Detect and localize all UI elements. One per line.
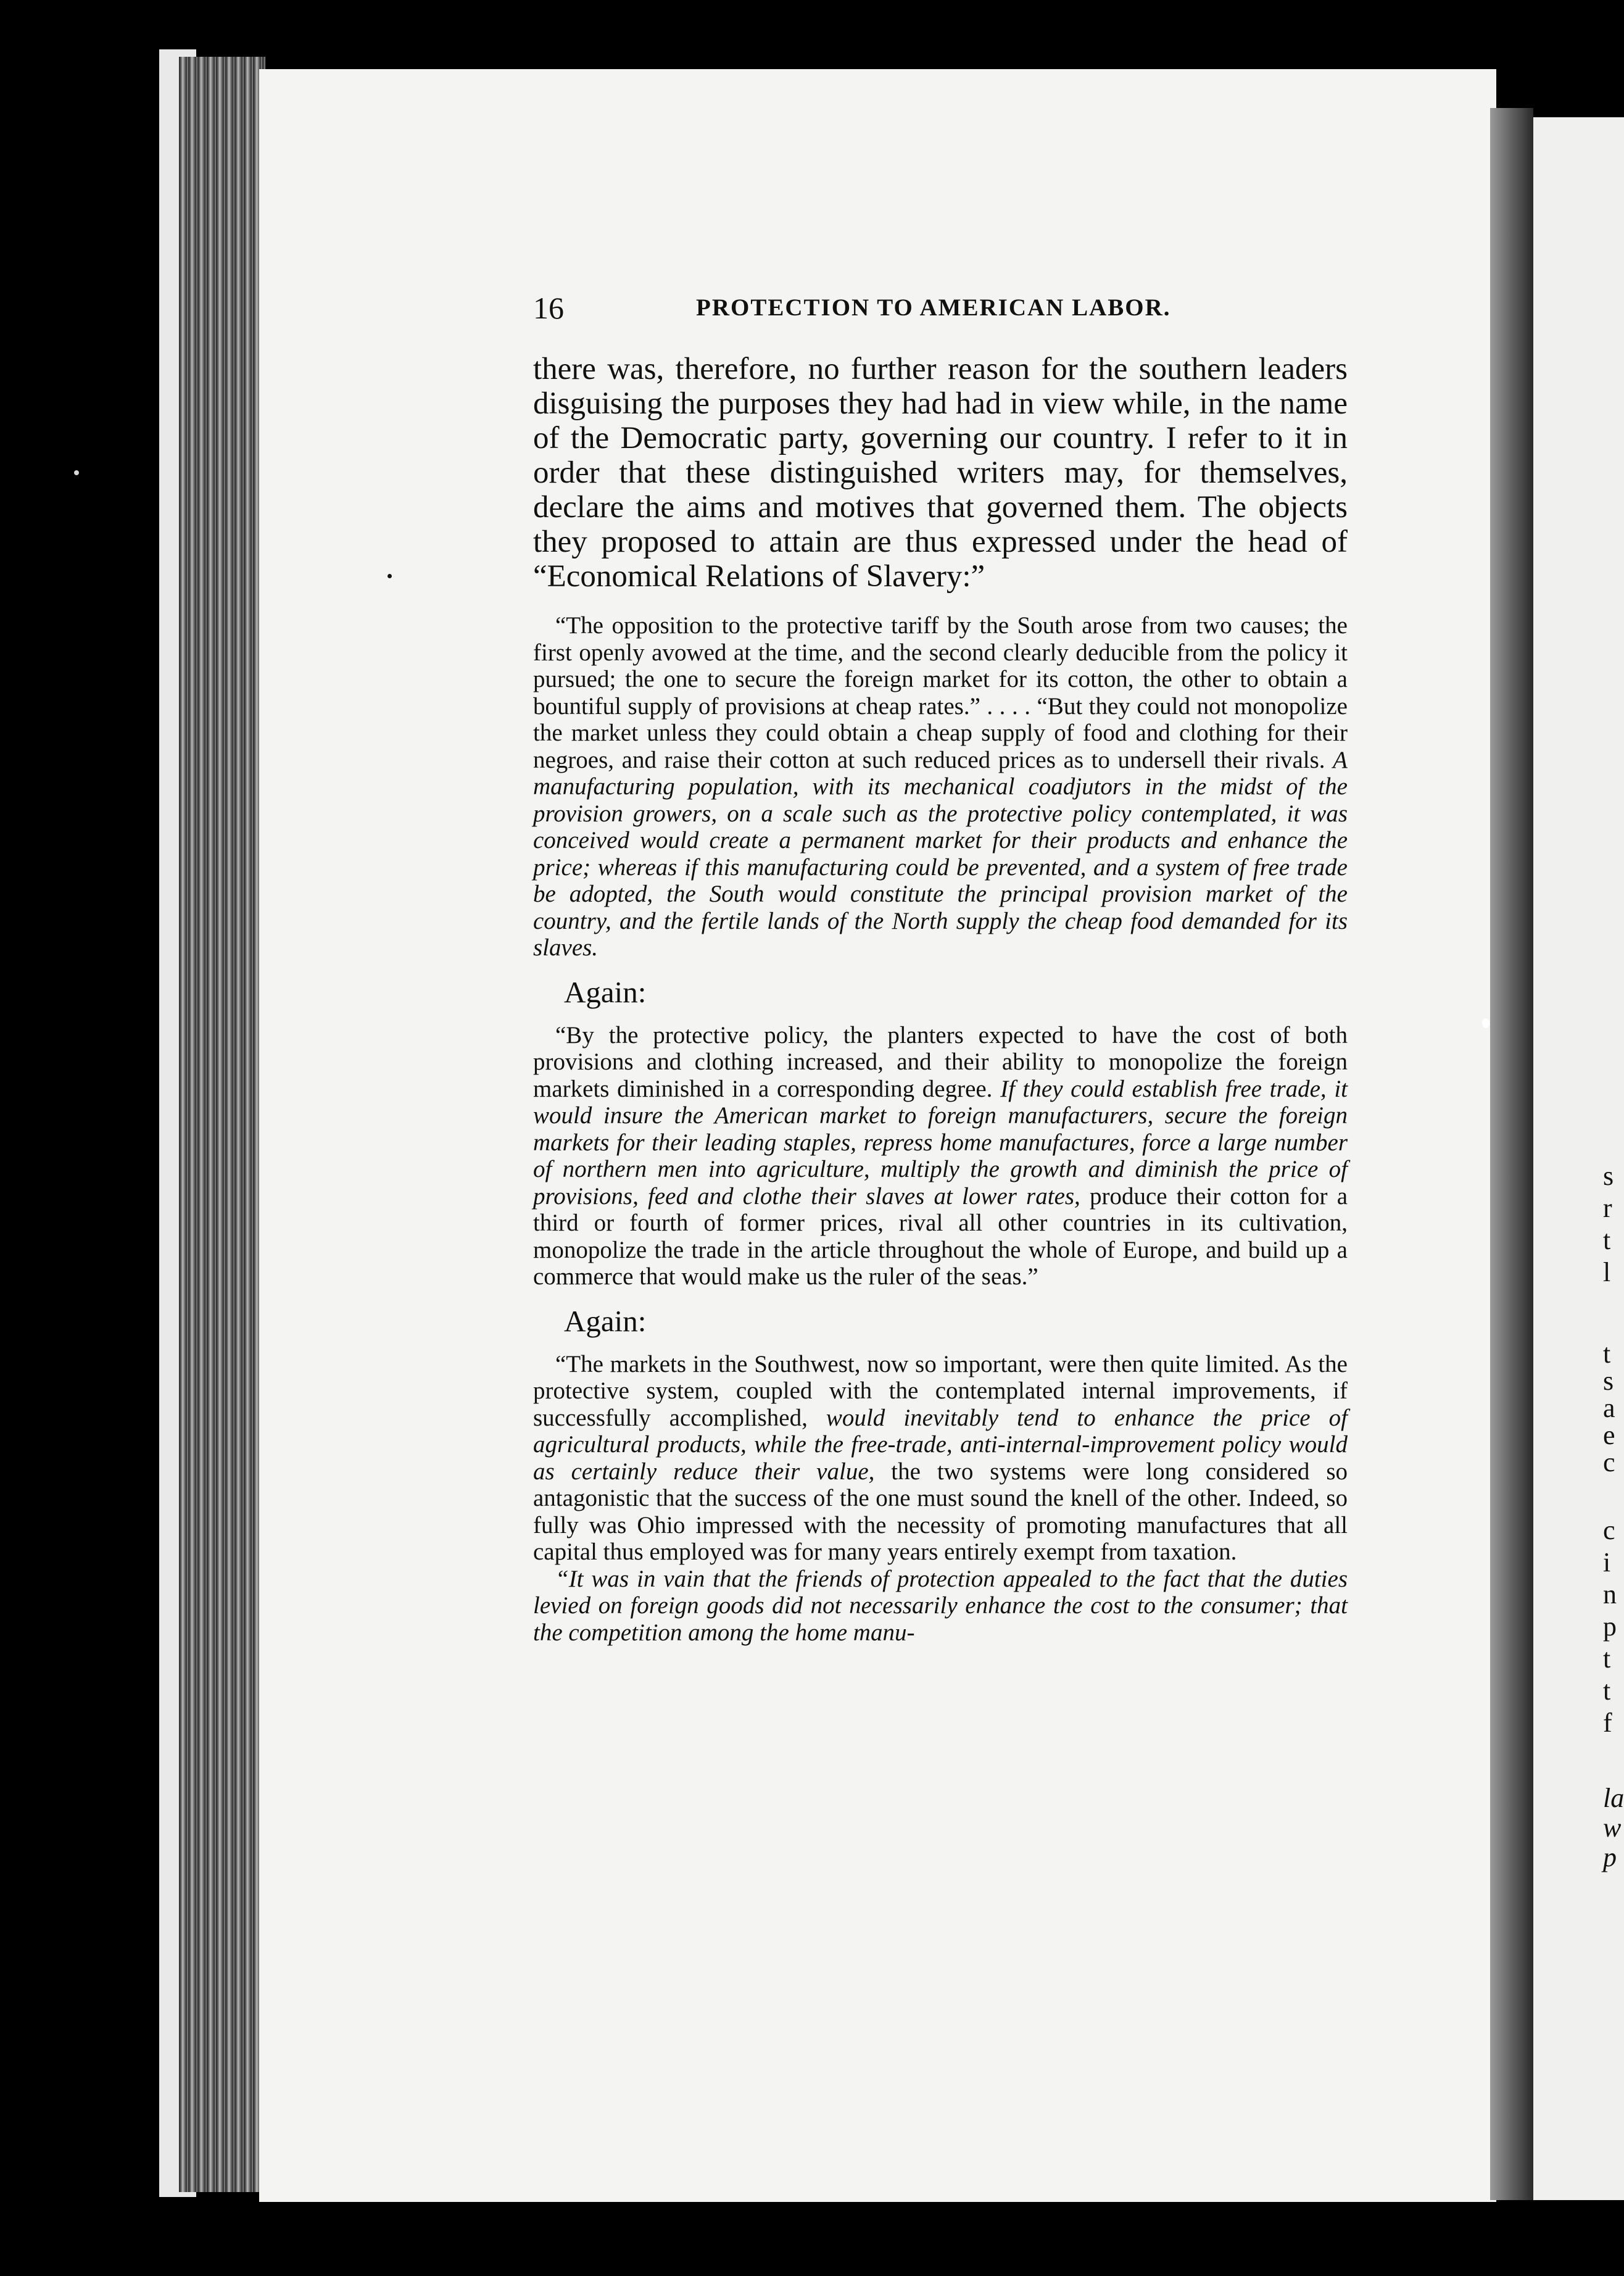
again-heading-2: Again: [564,1303,647,1338]
facing-letter: p [1603,1611,1617,1642]
facing-letter: n [1603,1579,1617,1609]
facing-page-sliver [1533,117,1624,2200]
dust-speck [1482,1018,1489,1028]
quote3-roman-text-b: the two systems were long considered so antagonistic that the success of the one must sound the knell of the other. Indeed, so fully was Ohio impressed with the necessity of promoting manufactures that all capital thus employed was for many years entirely exempt from taxation. [533,1458,1348,1565]
quote-southwest-markets [533,1351,1348,1566]
facing-letter: t [1603,1676,1611,1706]
facing-letter: c [1603,1515,1615,1545]
dust-speck [387,574,392,578]
facing-letter: t [1603,1225,1611,1255]
quote2-roman-text-a: “By the protective policy, the planters expected to have the cost of both provisions and clothing increased, and their ability to monopolize the foreign markets diminished in a corresponding degree. [533,1021,1348,1102]
facing-letter: s [1603,1366,1614,1396]
page-stack-edges [179,57,265,2192]
quote2-roman-text-b: produce their cotton for a third or fourth of former prices, rival all other countries in its cultivation, monopolize the trade in the article throughout the whole of Europe, and build up a commerce that would make us the ruler of the seas.” [533,1182,1348,1290]
quote-friends-of-protection [533,1566,1348,1647]
facing-letter: e [1603,1420,1615,1450]
quote3-italic-text: would inevitably tend to enhance the price of agricultural products, while the free-trade, anti-internal-improvement policy would as certainly reduce their value, [533,1404,1348,1485]
quote3-roman-text-a: “The markets in the Southwest, now so important, were then quite limited. As the protective system, coupled with the contemplated internal improvements, if successfully accomplished, [533,1350,1348,1431]
facing-letter: a [1603,1393,1615,1423]
facing-letter: f [1603,1708,1612,1738]
quote2-italic-text: If they could establish free trade, it would insure the American market to foreign manufacturers, secure the foreign markets for their leading staples, repress home manufactures, force a large number of northern men into agriculture, multiply the growth and diminish the price of provisions, feed and clothe their slaves at lower rates, [533,1075,1348,1210]
page-number: 16 [533,291,564,325]
quote4-italic-text: “It was in vain that the friends of protection appealed to the fact that the duties levied on foreign goods did not necessarily enhance the cost to the consumer; that the competition among the home manu- [533,1565,1348,1646]
facing-letter: la [1603,1783,1624,1813]
dust-speck [74,470,79,475]
facing-letter: t [1603,1339,1611,1369]
quote-economical-relations [533,612,1348,961]
quote1-italic-text: A manufacturing population, with its mechanical coadjutors in the midst of the provision growers, on a scale such as the protective policy contemplated, it was conceived would create a permanent market for their products and enhance the price; whereas if this manufacturing could be prevented, and a system of free trade be adopted, the South would constitute the principal provision market of the country, and the fertile lands of the North supply the cheap food demanded for its slaves. [533,746,1348,961]
running-head [533,290,1348,327]
quote-protective-policy [533,1022,1348,1290]
quote1-roman-text: “The opposition to the protective tariff by the South arose from two causes; the first openly avowed at the time, and the second clearly deducible from the policy it pursued; the one to secure the foreign market for its cotton, the other to obtain a bountiful supply of provisions at cheap rates.” . . . . “But they could not monopolize the market unless they could obtain a cheap supply of food and clothing for their negroes, and raise their cotton at such reduced prices as to undersell their rivals. [533,612,1348,773]
again-heading-1: Again: [564,974,647,1009]
facing-letter: s [1603,1161,1614,1191]
facing-letter: c [1603,1447,1615,1477]
page-body [533,352,1348,1646]
facing-letter: r [1603,1193,1612,1223]
facing-letter: p [1603,1842,1617,1872]
facing-letter: l [1603,1257,1611,1287]
facing-letter: w [1603,1813,1622,1843]
facing-letter: i [1603,1547,1611,1577]
gutter-shadow [1490,108,1533,2200]
running-title: PROTECTION TO AMERICAN LABOR. [696,294,1171,321]
intro-paragraph: there was, therefore, no further reason for the southern leaders disguising the purposes they had had in view while, in the name of the Democratic party, governing our country. I refer to it in order that these distinguished writers may, for themselves, declare the aims and motives that governed them. The objects they proposed to attain are thus expressed under the head of “Economical Relations of Slavery:” [533,352,1348,594]
facing-letter: t [1603,1643,1611,1674]
